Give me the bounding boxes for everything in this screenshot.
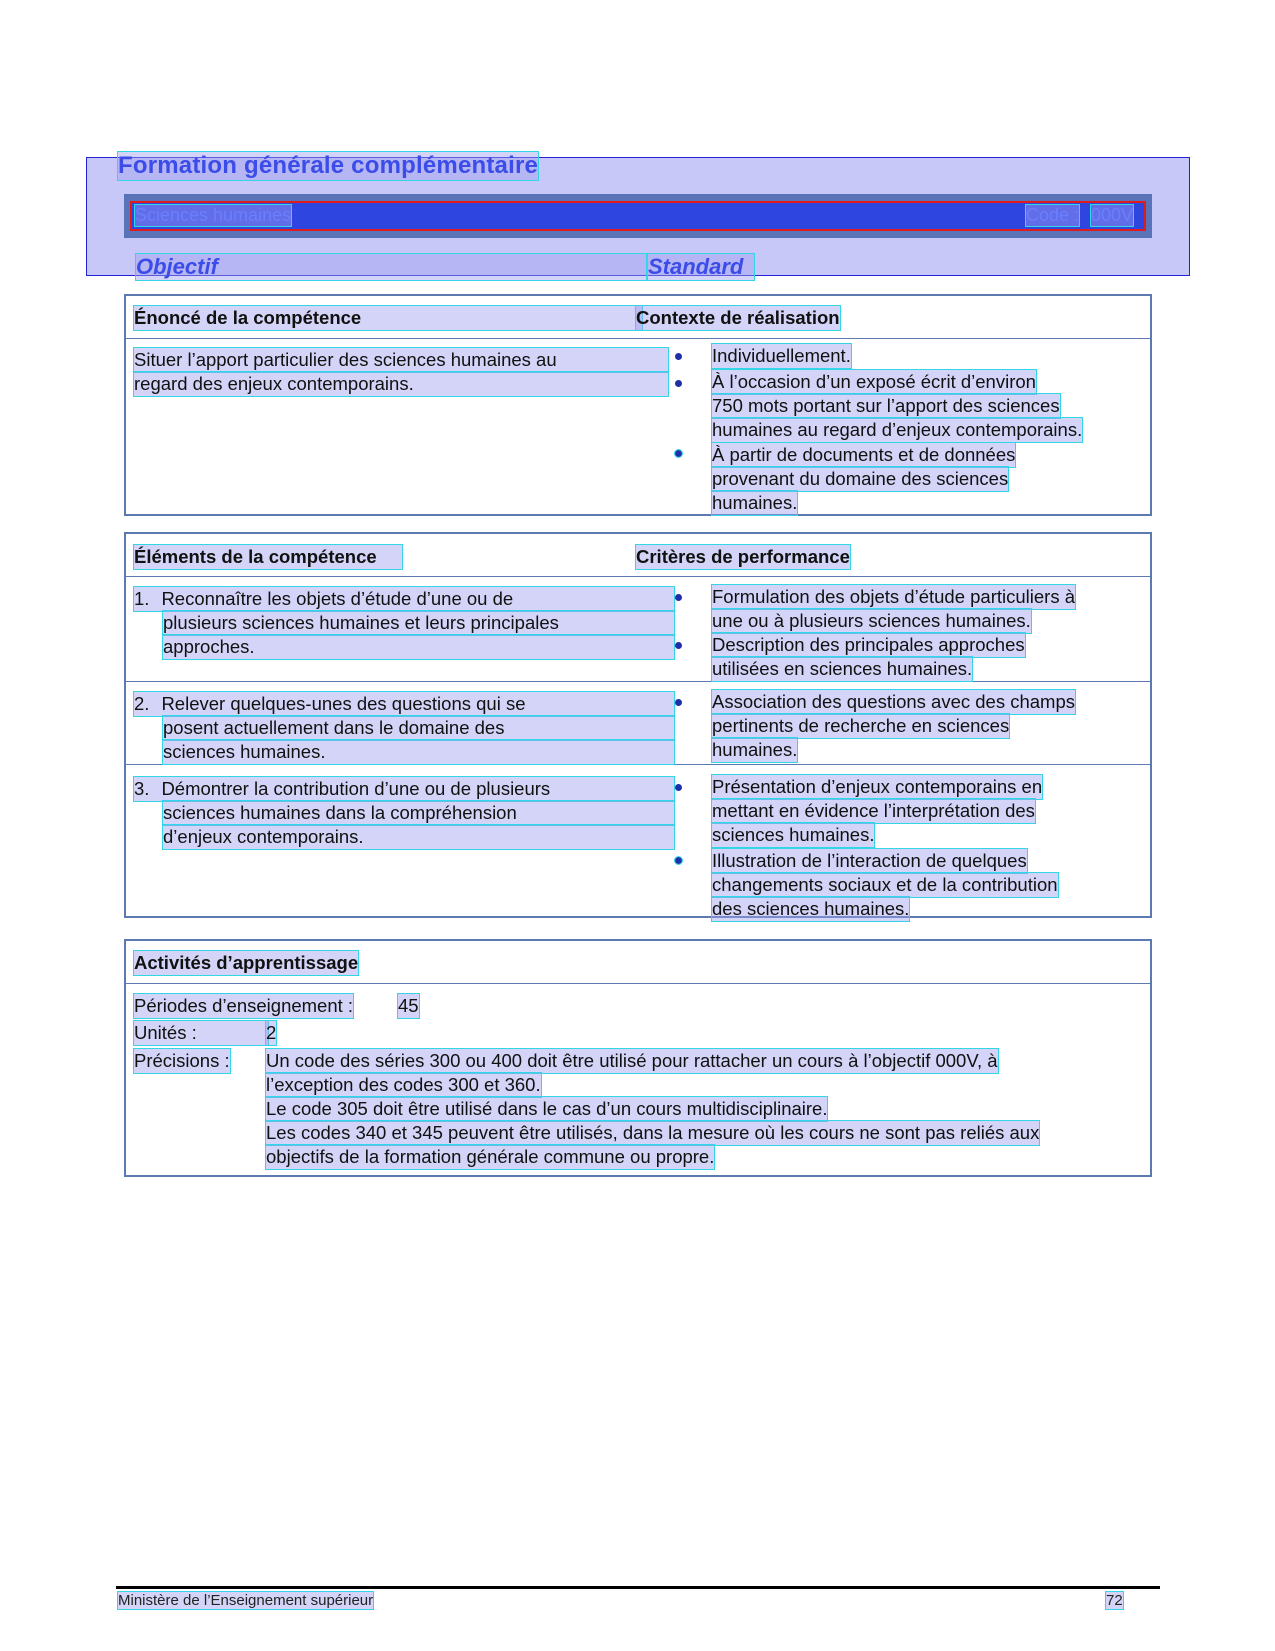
subject-code: 000V [1091,205,1134,225]
periodes-value: 45 [398,995,419,1016]
critere-item: utilisées en sciences humaines. [712,658,973,679]
elements-header: Éléments de la compétence [134,545,402,569]
bullet-icon [675,699,682,706]
enonce-line: Situer l’apport particulier des sciences humaines au [134,348,668,372]
critere-item: Association des questions avec des champs [712,691,1076,712]
element-line: approches. [163,635,674,659]
element-line: d’enjeux contemporains. [163,825,674,849]
objectif-label: Objectif [136,254,646,280]
contexte-item: humaines. [712,492,798,513]
element-line [134,587,674,611]
critere-item: une ou à plusieurs sciences humaines. [712,610,1031,631]
precisions-line: Les codes 340 et 345 peuvent être utilisés, dans la mesure où les cours ne sont pas reliés aux [266,1122,1040,1143]
contexte-item: humaines au regard d’enjeux contemporains. [712,419,1083,440]
critere-item: Description des principales approches [712,634,1025,655]
critere-item: sciences humaines. [712,824,875,845]
contexte-item: À partir de documents et de données [712,444,1016,465]
header-divider [126,983,1150,984]
critere-item: pertinents de recherche en sciences [712,715,1010,736]
page-number: 72 [1106,1592,1123,1609]
periodes-label: Périodes d’enseignement : [134,995,354,1016]
element-number: 3. [134,778,150,799]
bullet-icon [675,594,682,601]
critere-item: mettant en évidence l’interprétation des [712,800,1035,821]
precisions-line: l’exception des codes 300 et 360. [266,1074,541,1095]
contexte-header: Contexte de réalisation [636,307,840,328]
bullet-icon [675,353,682,360]
contexte-item: 750 mots portant sur l’apport des sciences [712,395,1060,416]
enonce-line: regard des enjeux contemporains. [134,372,668,396]
critere-item: humaines. [712,739,798,760]
footer-ministry: Ministère de l’Enseignement supérieur [118,1592,374,1609]
bullet-icon [675,450,682,457]
critere-item: Présentation d’enjeux contemporains en [712,776,1043,797]
element-number: 2. [134,693,150,714]
critere-item: changements sociaux et de la contribution [712,874,1058,895]
unites-label: Unités : [134,1021,268,1045]
contexte-item: provenant du domaine des sciences [712,468,1009,489]
element-number: 1. [134,588,150,609]
element-line [134,777,674,801]
standard-label: Standard [648,254,754,280]
element-line: sciences humaines dans la compréhension [163,801,674,825]
element-text: Démontrer la contribution d’une ou de plusieurs [161,778,551,799]
contexte-item: À l’occasion d’un exposé écrit d’environ [712,371,1036,392]
precisions-line: Un code des séries 300 ou 400 doit être utilisé pour rattacher un cours à l’objectif 000V, à [266,1050,998,1071]
critere-item: Formulation des objets d’étude particuliers à [712,586,1075,607]
document-title: Formation générale complémentaire [118,152,539,179]
row-divider [126,764,1150,765]
element-line: sciences humaines. [163,740,674,764]
critere-item: Illustration de l’interaction de quelques [712,850,1027,871]
activites-header: Activités d’apprentissage [134,952,359,973]
element-line [134,692,674,716]
precisions-label: Précisions : [134,1050,230,1071]
precisions-line: Le code 305 doit être utilisé dans le cas d’un cours multidisciplinaire. [266,1098,828,1119]
bullet-icon [675,857,682,864]
footer-rule [116,1586,1160,1589]
row-divider [126,681,1150,682]
header-divider [126,338,1150,339]
header-divider [126,576,1150,577]
bullet-icon [675,784,682,791]
element-line: plusieurs sciences humaines et leurs principales [163,611,674,635]
precisions-line: objectifs de la formation générale commune ou propre. [266,1146,715,1167]
element-text: Reconnaître les objets d’étude d’une ou de [161,588,514,609]
criteres-header: Critères de performance [636,546,850,567]
element-text: Relever quelques-unes des questions qui se [161,693,526,714]
subject-code-label: Code : [1026,205,1080,225]
unites-value: 2 [266,1022,277,1043]
contexte-item: Individuellement. [712,345,851,366]
element-line: posent actuellement dans le domaine des [163,716,674,740]
bullet-icon [675,380,682,387]
enonce-header: Énoncé de la compétence [134,306,642,330]
subject-name: Sciences humaines [135,205,292,225]
bullet-icon [675,642,682,649]
critere-item: des sciences humaines. [712,898,910,919]
